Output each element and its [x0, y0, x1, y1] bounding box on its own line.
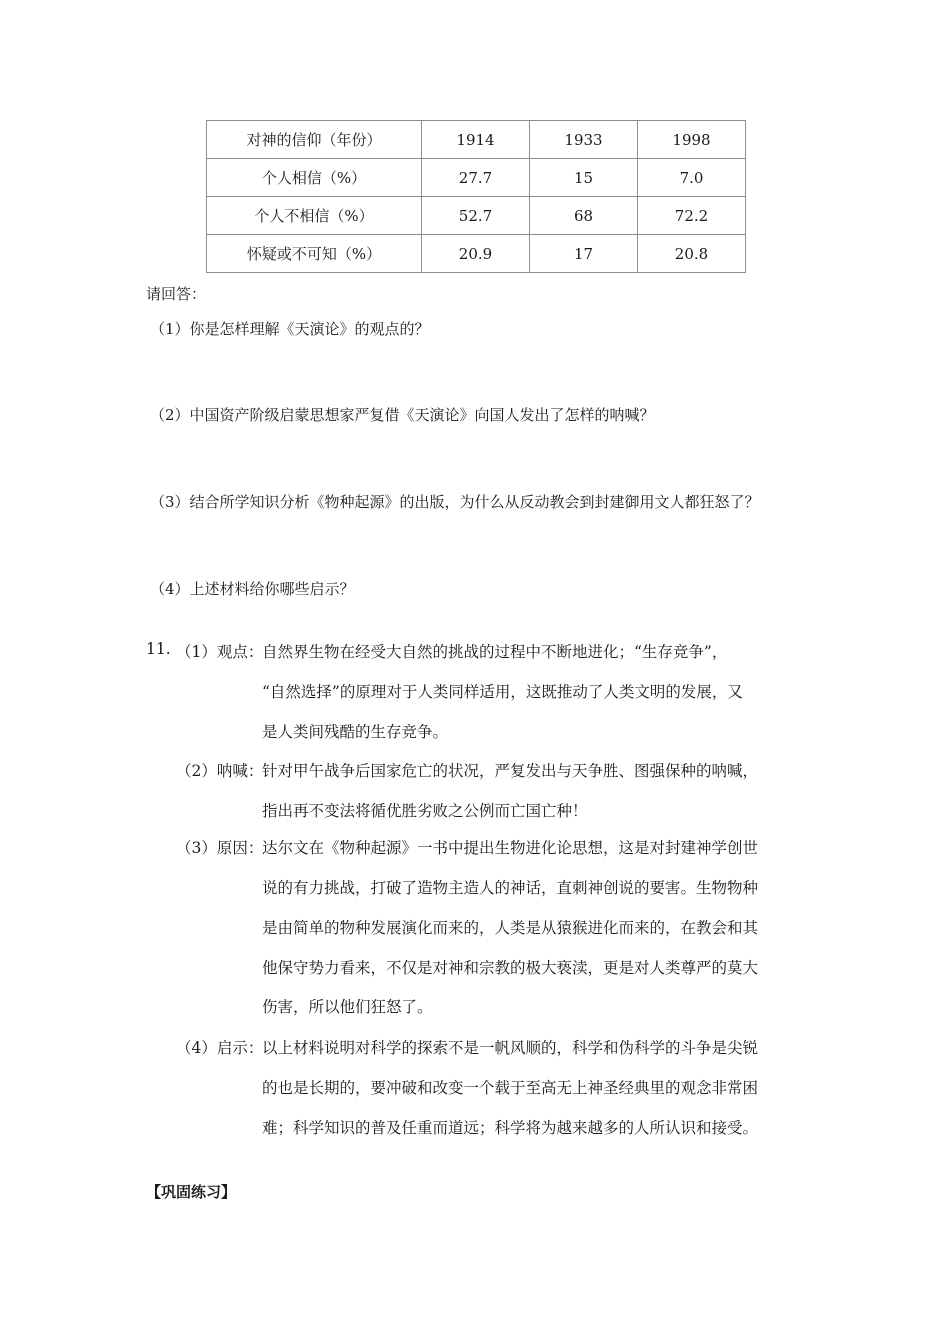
table-row — [207, 197, 746, 235]
table-header-cell: 1933 — [530, 121, 638, 159]
answer-2-label: （2）呐喊： — [176, 762, 264, 780]
table-cell: 52.7 — [422, 197, 530, 235]
answer-3-line: 他保守势力看来，不仅是对神和宗教的极大亵渎，更是对人类尊严的莫大 — [262, 959, 759, 977]
question-1: （1）你是怎样理解《天演论》的观点的？ — [150, 320, 430, 338]
question-3: （3）结合所学知识分析《物种起源》的出版，为什么从反动教会到封建御用文人都狂怒了？ — [150, 493, 760, 511]
question-4: （4）上述材料给你哪些启示？ — [150, 580, 355, 598]
answer-1-label: （1）观点： — [176, 643, 264, 661]
section-heading: 【巩固练习】 — [146, 1183, 237, 1201]
answer-3-line: 达尔文在《物种起源》一书中提出生物进化论思想，这是对封建神学创世 — [262, 839, 759, 857]
table-row — [207, 159, 746, 197]
answer-1-line: 自然界生物在经受大自然的挑战的过程中不断地进化；“生存竞争”， — [262, 643, 728, 661]
answer-4-line: 以上材料说明对科学的探索不是一帆风顺的，科学和伪科学的斗争是尖锐 — [262, 1039, 759, 1057]
table-header-row — [207, 121, 746, 159]
answer-number: 11. — [146, 640, 171, 658]
answer-1-line: “自然选择”的原理对于人类同样适用，这既推动了人类文明的发展，又 — [262, 683, 743, 701]
answer-4-label: （4）启示： — [176, 1039, 264, 1057]
table-cell: 个人不相信（%） — [207, 197, 422, 235]
table-header-cell: 1998 — [638, 121, 746, 159]
answer-3-label: （3）原因： — [176, 839, 264, 857]
table-header-cell: 对神的信仰（年份） — [207, 121, 422, 159]
table-cell: 怀疑或不可知（%） — [207, 235, 422, 273]
answer-2-line: 指出再不变法将循优胜劣败之公例而亡国亡种！ — [262, 802, 588, 820]
table-cell: 17 — [530, 235, 638, 273]
question-2: （2）中国资产阶级启蒙思想家严复借《天演论》向国人发出了怎样的呐喊？ — [150, 406, 655, 424]
answer-1-line: 是人类间残酷的生存竞争。 — [262, 723, 449, 741]
table-cell: 15 — [530, 159, 638, 197]
answer-3-line: 说的有力挑战，打破了造物主造人的神话，直刺神创说的要害。生物物种 — [262, 879, 759, 897]
table-cell: 20.8 — [638, 235, 746, 273]
answer-4-line: 难；科学知识的普及任重而道远；科学将为越来越多的人所认识和接受。 — [262, 1119, 759, 1137]
answer-2-line: 针对甲午战争后国家危亡的状况，严复发出与天争胜、图强保种的呐喊， — [262, 762, 759, 780]
table-cell: 7.0 — [638, 159, 746, 197]
table-cell: 72.2 — [638, 197, 746, 235]
belief-survey-table — [206, 120, 746, 273]
answer-3-line: 伤害，所以他们狂怒了。 — [262, 998, 433, 1016]
table-cell: 68 — [530, 197, 638, 235]
table-cell: 27.7 — [422, 159, 530, 197]
table-row — [207, 235, 746, 273]
answer-4-line: 的也是长期的，要冲破和改变一个载于至高无上神圣经典里的观念非常困 — [262, 1079, 759, 1097]
table-cell: 个人相信（%） — [207, 159, 422, 197]
table-cell: 20.9 — [422, 235, 530, 273]
table-header-cell: 1914 — [422, 121, 530, 159]
prompt-text: 请回答： — [146, 285, 207, 303]
answer-3-line: 是由简单的物种发展演化而来的，人类是从猿猴进化而来的，在教会和其 — [262, 919, 759, 937]
